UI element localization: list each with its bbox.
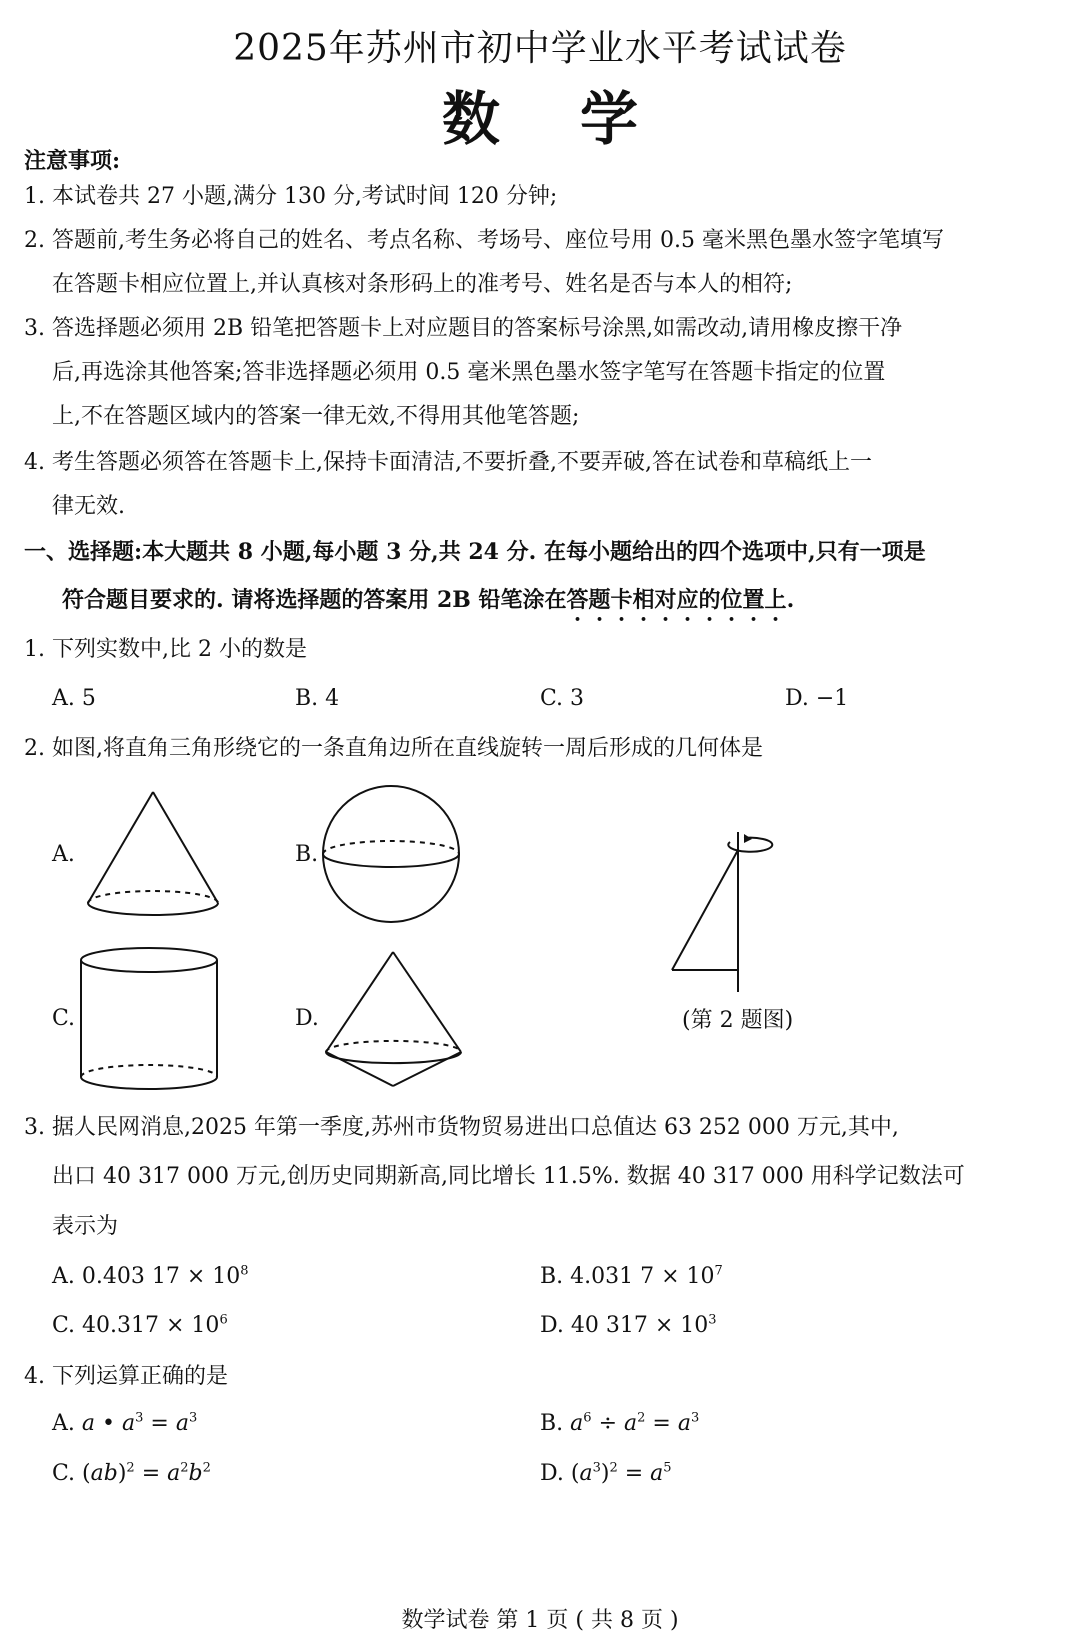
q2-figure-caption: (第 2 题图) [682,1008,794,1033]
section1-line2-a: 符合题目要求的. 请将选择题的答案用 2B 铅笔涂在 [62,587,567,613]
q3-option-a-base: A. 0.403 17 × 10 [52,1264,241,1289]
q3-option-c-exponent: 6 [219,1312,228,1328]
q3-line1: 3. 据人民网消息,2025 年第一季度,苏州市货物贸易进出口总值达 63 252 000 万元,其中, [24,1115,899,1140]
notice-item-2a: 2. 答题前,考生务必将自己的姓名、考点名称、考场号、座位号用 0.5 毫米黑色墨水签字笔填写 [24,228,944,253]
q3-option-d [540,1313,717,1338]
q1-option-a: A. 5 [52,686,96,711]
q4-option-a-label: A. [52,1411,75,1436]
notice-item-4b: 律无效. [52,494,125,519]
section1-line2 [62,585,794,626]
section1-line2-c: . [786,587,795,613]
q4-option-b: B. $a^6 \div a^2 = a^3$ [540,1410,700,1436]
notice-item-4a: 4. 考生答题必须答在答题卡上,保持卡面清洁,不要折叠,不要弄破,答在试卷和草稿纸上一 [24,450,872,475]
q3-line2: 出口 40 317 000 万元,创历史同期新高,同比增长 11.5%. 数据 40 317 000 用科学记数法可 [52,1164,965,1189]
notice-item-3a: 3. 答选择题必须用 2B 铅笔把答题卡上对应题目的答案标号涂黑,如需改动,请用橡皮擦干净 [24,316,903,341]
notice-item-1: 1. 本试卷共 27 小题,满分 130 分,考试时间 120 分钟; [24,184,558,209]
q3-option-d-exponent: 3 [708,1312,717,1328]
q4-option-d-label: D. [540,1461,564,1486]
q1-option-c: C. 3 [540,686,585,711]
notice-item-3c: 上,不在答题区域内的答案一律无效,不得用其他笔答题; [52,404,580,429]
q2-option-a-label: A. [52,842,75,867]
q3-line3: 表示为 [52,1214,119,1239]
section1-line1: 一、选择题:本大题共 8 小题,每小题 3 分,共 24 分. 在每小题给出的四个选项中,只有一项是 [24,539,926,565]
q4-option-b-label: B. [540,1411,564,1436]
q3-option-d-base: D. 40 317 × 10 [540,1313,709,1338]
section1-line2-emphasis: 答题卡相对应的位置上 [566,587,787,613]
q2-right-triangle-rotation-figure [0,0,1,1]
page-footer: 数学试卷 第 1 页 ( 共 8 页 ) [401,1608,679,1633]
q2-option-b-label: B. [295,842,319,867]
q4-option-a: A. a • $a^3 = a^3$ [52,1410,198,1436]
q2-option-d-label: D. [295,1006,319,1031]
subject-title: 数学 [441,85,718,153]
q1-stem: 1. 下列实数中,比 2 小的数是 [24,637,307,662]
q3-option-b-exponent: 7 [714,1263,723,1279]
q4-option-d: D. $(a^3)^2 = a^5$ [540,1460,672,1486]
q2-option-c-label: C. [52,1006,76,1031]
q1-option-b: B. 4 [295,686,340,711]
notice-item-2b: 在答题卡相应位置上,并认真核对条形码上的准考号、姓名是否与本人的相符; [52,272,793,297]
q2-stem: 2. 如图,将直角三角形绕它的一条直角边所在直线旋转一周后形成的几何体是 [24,736,763,761]
q3-option-b [540,1264,723,1289]
q1-option-d: D. −1 [785,686,849,711]
q3-option-a-exponent: 8 [240,1263,249,1279]
q3-option-b-base: B. 4.031 7 × 10 [540,1264,715,1289]
q3-option-c [52,1313,228,1338]
exam-title: 2025年苏州市初中学业水平考试试卷 [233,28,847,69]
notice-heading: 注意事项: [24,148,121,174]
q4-option-c-label: C. [52,1461,76,1486]
q4-option-c: C. $(ab)^2 = a^2b^2$ [52,1460,211,1486]
q4-stem: 4. 下列运算正确的是 [24,1364,228,1389]
notice-item-3b: 后,再选涂其他答案;答非选择题必须用 0.5 毫米黑色墨水签字笔写在答题卡指定的位置 [52,360,886,385]
q3-option-a [52,1264,249,1289]
q3-option-c-base: C. 40.317 × 10 [52,1313,220,1338]
